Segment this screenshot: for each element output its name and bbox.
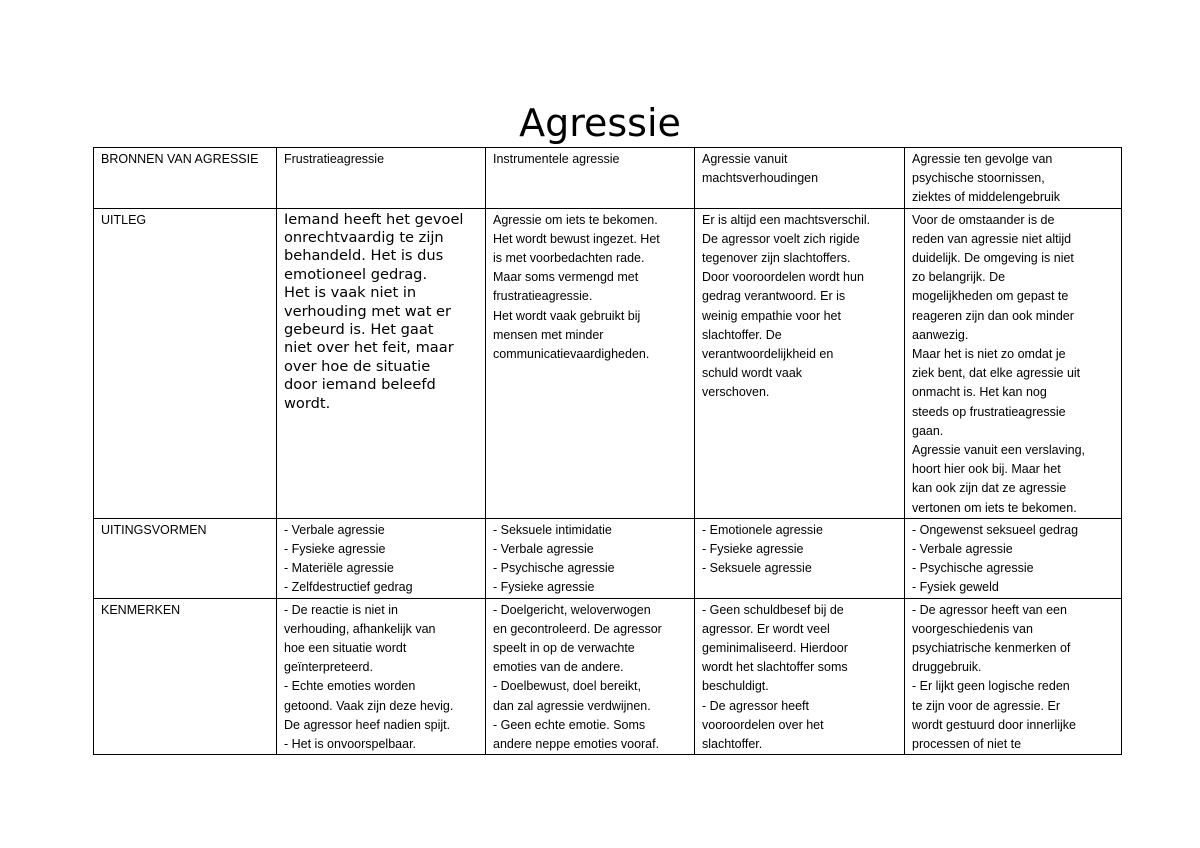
header-frustratieagressie	[277, 148, 486, 209]
uitleg-cell-stoornissen	[905, 208, 1122, 518]
cell-text: Iemand heeft het gevoel onrechtvaardig te zijn behandeld. Het is dus emotioneel gedrag. Het is vaak niet in verhouding met wat er gebeurd is. Het gaat niet over het feit, maar over hoe de situatie door iemand beleefd wordt.	[284, 210, 464, 412]
vormen-cell-instrumenteel	[486, 518, 695, 598]
cell-text: Agressie om iets te bekomen. Het wordt bewust ingezet. Het is met voorbedachten rade. Maar soms vermengd met frustratieagressie. Het wordt vaak gebruikt bij mensen met minder communicatievaardigheden.	[493, 212, 660, 362]
vormen-cell-macht	[695, 518, 905, 598]
uitleg-cell-frustratie	[277, 208, 486, 518]
row-label-kenmerken: KENMERKEN	[94, 598, 277, 755]
cell-text: - Emotionele agressie - Fysieke agressie - Seksuele agressie	[702, 522, 823, 576]
kenmerken-cell-frustratie	[277, 598, 486, 755]
kenmerken-cell-instrumenteel	[486, 598, 695, 755]
uitleg-cell-instrumenteel	[486, 208, 695, 518]
vormen-cell-frustratie	[277, 518, 486, 598]
kenmerken-cell-macht	[695, 598, 905, 755]
header-instrumentele-agressie	[486, 148, 695, 209]
aggression-table	[93, 147, 1122, 755]
header-text: Agressie ten gevolge van psychische stoornissen, ziektes of middelengebruik	[912, 152, 1060, 205]
row-label-uitingsvormen: UITINGSVORMEN	[94, 518, 277, 598]
vormen-cell-stoornissen	[905, 518, 1122, 598]
table-row-uitleg	[94, 208, 1122, 518]
kenmerken-cell-stoornissen	[905, 598, 1122, 755]
header-text: Instrumentele agressie	[493, 152, 620, 166]
cell-text: - Verbale agressie - Fysieke agressie - Materiële agressie - Zelfdestructief gedrag	[284, 522, 413, 595]
header-psychische-stoornissen	[905, 148, 1122, 209]
cell-text: Er is altijd een machtsverschil. De agressor voelt zich rigide tegenover zijn slachtoffers. Door vooroordelen wordt hun gedrag verantwoord. Er is weinig empathie voor het slachtoffer. De verantwoordelijkheid en schuld wordt vaak verschoven.	[702, 212, 871, 400]
header-machtsverhoudingen	[695, 148, 905, 209]
table-row-kenmerken	[94, 598, 1122, 755]
table-row-uitingsvormen	[94, 518, 1122, 598]
cell-text: - De reactie is niet in verhouding, afhankelijk van hoe een situatie wordt geïnterpreteerd. - Echte emoties worden getoond. Vaak zijn deze hevig. De agressor heef nadien spijt. - Het is onvoorspelbaar.	[284, 602, 454, 752]
cell-text: - Doelgericht, weloverwogen en gecontroleerd. De agressor speelt in op de verwachte emoties van de andere. - Doelbewust, doel bereikt, dan zal agressie verdwijnen. - Geen echte emotie. Soms andere neppe emoties vooraf.	[493, 602, 662, 752]
cell-text: Voor de omstaander is de reden van agressie niet altijd duidelijk. De omgeving is niet zo belangrijk. De mogelijkheden om gepast te reageren zijn dan ook minder aanwezig. Maar het is niet zo omdat je ziek bent, dat elke agressie uit onmacht is. Het kan nog steeds op frustratieagressie gaan. Agressie vanuit een verslaving, hoort hier ook bij. Maar het kan ook zijn dat ze agressie vertonen om iets te bekomen.	[912, 212, 1086, 515]
table-header-row	[94, 148, 1122, 209]
cell-text: - Geen schuldbesef bij de agressor. Er wordt veel geminimaliseerd. Hierdoor wordt het slachtoffer soms beschuldigt. - De agressor heeft vooroordelen over het slachtoffer.	[702, 602, 848, 752]
row-label-uitleg: UITLEG	[94, 208, 277, 518]
header-text: Frustratieagressie	[284, 152, 385, 166]
cell-text: - Seksuele intimidatie - Verbale agressie - Psychische agressie - Fysieke agressie	[493, 522, 615, 595]
page-title: Agressie	[519, 101, 681, 145]
uitleg-cell-macht	[695, 208, 905, 518]
cell-text: - De agressor heeft van een voorgeschiedenis van psychiatrische kenmerken of druggebruik. - Er lijkt geen logische reden te zijn voor de agressie. Er wordt gestuurd door innerlijke processen of niet te	[912, 602, 1076, 752]
cell-text: - Ongewenst seksueel gedrag - Verbale agressie - Psychische agressie - Fysiek geweld	[912, 522, 1079, 595]
header-label-cell: BRONNEN VAN AGRESSIE	[94, 148, 277, 209]
header-text: Agressie vanuit machtsverhoudingen	[702, 152, 819, 186]
